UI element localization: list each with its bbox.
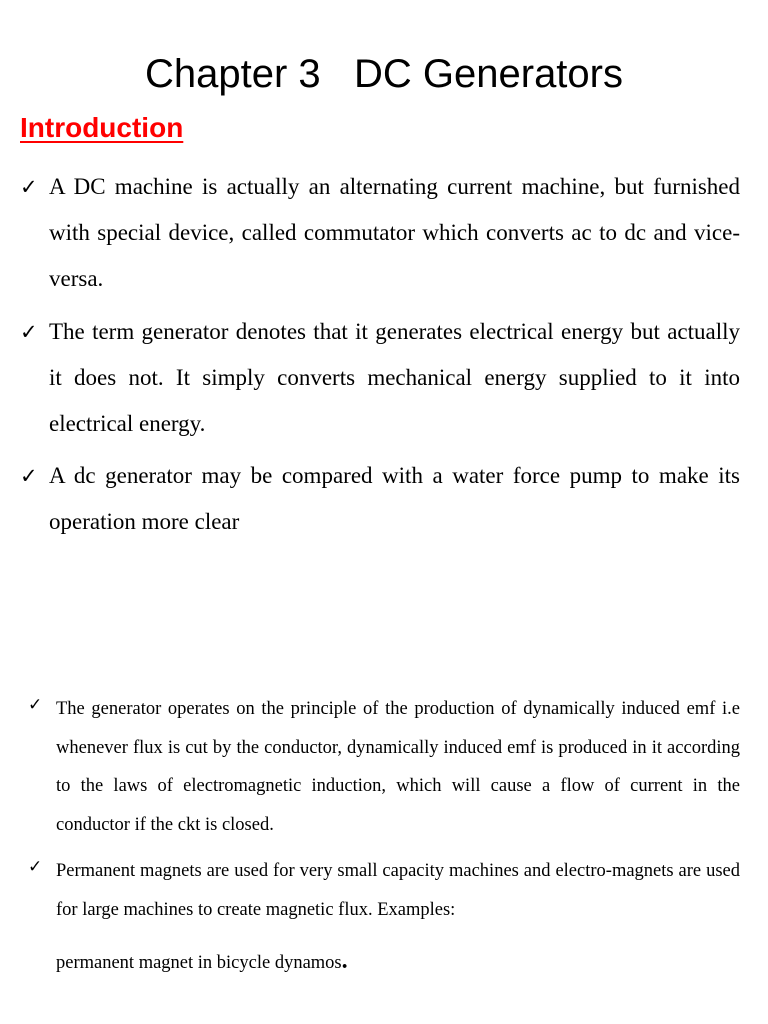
section-heading-introduction: Introduction xyxy=(20,112,184,143)
bullet-item-term-generator xyxy=(20,309,740,447)
checkmark-icon: ✓ xyxy=(28,695,43,715)
checkmark-icon: ✓ xyxy=(20,464,38,488)
page-title: Chapter 3 DC Generators xyxy=(145,52,623,96)
checkmark-icon: ✓ xyxy=(20,320,38,344)
final-period: . xyxy=(341,948,348,974)
bullet-text-final-line xyxy=(56,942,740,983)
bullet-final-line-text: permanent magnet in bicycle dynamos xyxy=(56,953,342,973)
bullet-text: The generator operates on the principle of the production of dynamically induced emf i.e whenever flux is cut by the conductor, dynamically induced emf is produced in it according to the laws of electromagnetic induction, which will cause a flow of current in the conductor if the ckt is closed. xyxy=(56,699,740,835)
bullet-item-dc-machine xyxy=(20,164,740,302)
checkmark-icon: ✓ xyxy=(28,857,43,877)
bullet-item-operating-principle xyxy=(20,690,740,844)
bullet-item-water-pump xyxy=(20,453,740,545)
checkmark-icon: ✓ xyxy=(20,175,38,199)
bullet-text: A dc generator may be compared with a water force pump to make its operation more clear xyxy=(49,463,740,534)
bullet-text: Permanent magnets are used for very small capacity machines and electro-magnets are used for large machines to create magnetic flux. Examples: xyxy=(56,861,740,920)
bullet-text: A DC machine is actually an alternating current machine, but furnished with special device, called commutator which converts ac to dc and vice-versa. xyxy=(49,174,740,291)
bullet-text: The term generator denotes that it generates electrical energy but actually it does not. It simply converts mechanical energy supplied to it into electrical energy. xyxy=(49,319,740,436)
bullet-item-permanent-magnets xyxy=(20,852,740,983)
